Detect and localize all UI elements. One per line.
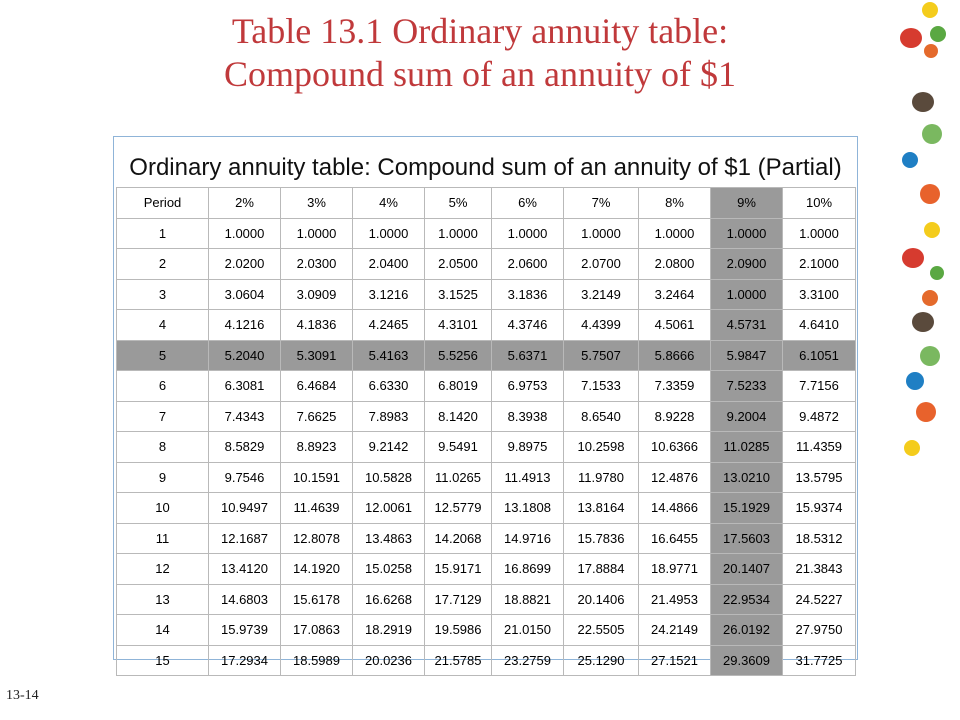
value-cell: 7.8983 — [353, 401, 425, 432]
table-row — [117, 645, 856, 676]
period-cell: 14 — [117, 615, 209, 646]
value-cell: 7.4343 — [209, 401, 281, 432]
header-cell-rate: 7% — [564, 188, 639, 219]
value-cell: 17.8884 — [564, 554, 639, 585]
value-cell: 5.5256 — [425, 340, 492, 371]
value-cell: 11.4359 — [783, 432, 856, 463]
value-cell: 2.0200 — [209, 249, 281, 280]
value-cell: 12.8078 — [281, 523, 353, 554]
header-cell-rate: 10% — [783, 188, 856, 219]
value-cell: 8.5829 — [209, 432, 281, 463]
value-cell: 13.4120 — [209, 554, 281, 585]
value-cell: 23.2759 — [492, 645, 564, 676]
value-cell: 7.5233 — [711, 371, 783, 402]
value-cell: 2.0800 — [639, 249, 711, 280]
value-cell: 4.3101 — [425, 310, 492, 341]
value-cell: 15.7836 — [564, 523, 639, 554]
value-cell: 26.0192 — [711, 615, 783, 646]
value-cell: 15.9739 — [209, 615, 281, 646]
value-cell: 20.0236 — [353, 645, 425, 676]
value-cell: 24.5227 — [783, 584, 856, 615]
marble-icon — [930, 26, 946, 42]
marble-icon — [902, 152, 918, 168]
value-cell: 11.0265 — [425, 462, 492, 493]
period-cell: 4 — [117, 310, 209, 341]
value-cell: 11.4639 — [281, 493, 353, 524]
value-cell: 7.1533 — [564, 371, 639, 402]
value-cell: 21.5785 — [425, 645, 492, 676]
period-cell: 3 — [117, 279, 209, 310]
table-row — [117, 340, 856, 371]
value-cell: 6.1051 — [783, 340, 856, 371]
header-cell-rate: 5% — [425, 188, 492, 219]
value-cell: 9.8975 — [492, 432, 564, 463]
value-cell: 5.4163 — [353, 340, 425, 371]
value-cell: 9.7546 — [209, 462, 281, 493]
value-cell: 2.1000 — [783, 249, 856, 280]
value-cell: 2.0500 — [425, 249, 492, 280]
table-heading: Ordinary annuity table: Compound sum of an annuity of $1 (Partial) — [129, 154, 842, 181]
value-cell: 1.0000 — [711, 279, 783, 310]
value-cell: 6.3081 — [209, 371, 281, 402]
period-cell: 12 — [117, 554, 209, 585]
table-row — [117, 523, 856, 554]
value-cell: 15.6178 — [281, 584, 353, 615]
value-cell: 29.3609 — [711, 645, 783, 676]
value-cell: 7.6625 — [281, 401, 353, 432]
marble-icon — [902, 248, 924, 268]
period-cell: 6 — [117, 371, 209, 402]
value-cell: 16.8699 — [492, 554, 564, 585]
value-cell: 16.6455 — [639, 523, 711, 554]
table-row — [117, 371, 856, 402]
header-cell-rate: 4% — [353, 188, 425, 219]
marble-icon — [906, 372, 924, 390]
value-cell: 13.8164 — [564, 493, 639, 524]
value-cell: 8.8923 — [281, 432, 353, 463]
marble-icon — [900, 28, 922, 48]
header-cell-rate: 3% — [281, 188, 353, 219]
period-cell: 5 — [117, 340, 209, 371]
period-cell: 15 — [117, 645, 209, 676]
value-cell: 18.5989 — [281, 645, 353, 676]
value-cell: 2.0600 — [492, 249, 564, 280]
table-row — [117, 462, 856, 493]
value-cell: 5.2040 — [209, 340, 281, 371]
value-cell: 18.9771 — [639, 554, 711, 585]
value-cell: 24.2149 — [639, 615, 711, 646]
value-cell: 12.1687 — [209, 523, 281, 554]
value-cell: 8.6540 — [564, 401, 639, 432]
value-cell: 13.4863 — [353, 523, 425, 554]
value-cell: 6.9753 — [492, 371, 564, 402]
value-cell: 5.3091 — [281, 340, 353, 371]
value-cell: 2.0400 — [353, 249, 425, 280]
value-cell: 27.1521 — [639, 645, 711, 676]
header-cell-period: Period — [117, 188, 209, 219]
marble-icon — [922, 124, 942, 144]
value-cell: 14.1920 — [281, 554, 353, 585]
value-cell: 20.1406 — [564, 584, 639, 615]
decorative-marbles — [890, 0, 960, 470]
value-cell: 11.0285 — [711, 432, 783, 463]
value-cell: 21.0150 — [492, 615, 564, 646]
value-cell: 6.8019 — [425, 371, 492, 402]
period-cell: 8 — [117, 432, 209, 463]
marble-icon — [924, 44, 938, 58]
value-cell: 10.1591 — [281, 462, 353, 493]
value-cell: 2.0300 — [281, 249, 353, 280]
value-cell: 6.6330 — [353, 371, 425, 402]
value-cell: 3.2149 — [564, 279, 639, 310]
marble-icon — [930, 266, 944, 280]
value-cell: 12.0061 — [353, 493, 425, 524]
value-cell: 3.0909 — [281, 279, 353, 310]
value-cell: 10.2598 — [564, 432, 639, 463]
value-cell: 3.1216 — [353, 279, 425, 310]
header-cell-rate: 8% — [639, 188, 711, 219]
value-cell: 21.3843 — [783, 554, 856, 585]
value-cell: 4.5731 — [711, 310, 783, 341]
value-cell: 27.9750 — [783, 615, 856, 646]
value-cell: 2.0700 — [564, 249, 639, 280]
slide-number: 13-14 — [6, 688, 39, 703]
value-cell: 9.2142 — [353, 432, 425, 463]
marble-icon — [912, 312, 934, 332]
value-cell: 18.2919 — [353, 615, 425, 646]
table-row — [117, 554, 856, 585]
value-cell: 4.4399 — [564, 310, 639, 341]
value-cell: 22.5505 — [564, 615, 639, 646]
slide-title — [150, 10, 810, 96]
value-cell: 22.9534 — [711, 584, 783, 615]
table-row — [117, 432, 856, 463]
value-cell: 8.3938 — [492, 401, 564, 432]
period-cell: 10 — [117, 493, 209, 524]
value-cell: 17.0863 — [281, 615, 353, 646]
marble-icon — [904, 440, 920, 456]
value-cell: 11.9780 — [564, 462, 639, 493]
value-cell: 1.0000 — [209, 218, 281, 249]
value-cell: 4.1836 — [281, 310, 353, 341]
value-cell: 6.4684 — [281, 371, 353, 402]
period-cell: 13 — [117, 584, 209, 615]
value-cell: 15.1929 — [711, 493, 783, 524]
value-cell: 11.4913 — [492, 462, 564, 493]
value-cell: 8.1420 — [425, 401, 492, 432]
value-cell: 3.0604 — [209, 279, 281, 310]
value-cell: 1.0000 — [281, 218, 353, 249]
value-cell: 18.5312 — [783, 523, 856, 554]
value-cell: 17.2934 — [209, 645, 281, 676]
value-cell: 15.9171 — [425, 554, 492, 585]
value-cell: 3.2464 — [639, 279, 711, 310]
slide-title-line-1: Table 13.1 Ordinary annuity table: — [231, 11, 729, 51]
value-cell: 14.4866 — [639, 493, 711, 524]
value-cell: 7.7156 — [783, 371, 856, 402]
value-cell: 14.2068 — [425, 523, 492, 554]
value-cell: 2.0900 — [711, 249, 783, 280]
value-cell: 12.5779 — [425, 493, 492, 524]
table-row — [117, 218, 856, 249]
table-row — [117, 249, 856, 280]
value-cell: 4.1216 — [209, 310, 281, 341]
period-cell: 11 — [117, 523, 209, 554]
table-row — [117, 401, 856, 432]
value-cell: 1.0000 — [639, 218, 711, 249]
value-cell: 3.1836 — [492, 279, 564, 310]
value-cell: 5.8666 — [639, 340, 711, 371]
period-cell: 7 — [117, 401, 209, 432]
value-cell: 21.4953 — [639, 584, 711, 615]
value-cell: 9.2004 — [711, 401, 783, 432]
marble-icon — [922, 290, 938, 306]
value-cell: 17.7129 — [425, 584, 492, 615]
marble-icon — [916, 402, 936, 422]
value-cell: 18.8821 — [492, 584, 564, 615]
value-cell: 5.7507 — [564, 340, 639, 371]
value-cell: 15.0258 — [353, 554, 425, 585]
value-cell: 20.1407 — [711, 554, 783, 585]
table-row — [117, 584, 856, 615]
value-cell: 13.1808 — [492, 493, 564, 524]
marble-icon — [912, 92, 934, 112]
value-cell: 1.0000 — [492, 218, 564, 249]
marble-icon — [922, 2, 938, 18]
table-row — [117, 279, 856, 310]
value-cell: 1.0000 — [564, 218, 639, 249]
value-cell: 10.9497 — [209, 493, 281, 524]
header-cell-rate: 9% — [711, 188, 783, 219]
value-cell: 3.1525 — [425, 279, 492, 310]
value-cell: 9.4872 — [783, 401, 856, 432]
value-cell: 10.6366 — [639, 432, 711, 463]
value-cell: 1.0000 — [783, 218, 856, 249]
annuity-table — [116, 187, 856, 676]
value-cell: 19.5986 — [425, 615, 492, 646]
value-cell: 16.6268 — [353, 584, 425, 615]
value-cell: 17.5603 — [711, 523, 783, 554]
slide-title-line-2: Compound sum of an annuity of $1 — [224, 54, 736, 94]
value-cell: 12.4876 — [639, 462, 711, 493]
table-row — [117, 310, 856, 341]
value-cell: 1.0000 — [711, 218, 783, 249]
marble-icon — [924, 222, 940, 238]
value-cell: 5.6371 — [492, 340, 564, 371]
value-cell: 25.1290 — [564, 645, 639, 676]
value-cell: 31.7725 — [783, 645, 856, 676]
header-cell-rate: 2% — [209, 188, 281, 219]
value-cell: 14.6803 — [209, 584, 281, 615]
value-cell: 4.2465 — [353, 310, 425, 341]
value-cell: 9.5491 — [425, 432, 492, 463]
value-cell: 10.5828 — [353, 462, 425, 493]
table-row — [117, 493, 856, 524]
period-cell: 9 — [117, 462, 209, 493]
value-cell: 3.3100 — [783, 279, 856, 310]
table-row — [117, 615, 856, 646]
table-header-row — [117, 188, 856, 219]
value-cell: 4.5061 — [639, 310, 711, 341]
value-cell: 13.0210 — [711, 462, 783, 493]
annuity-table-frame — [113, 136, 858, 668]
period-cell: 2 — [117, 249, 209, 280]
header-cell-rate: 6% — [492, 188, 564, 219]
value-cell: 1.0000 — [425, 218, 492, 249]
marble-icon — [920, 346, 940, 366]
value-cell: 1.0000 — [353, 218, 425, 249]
value-cell: 5.9847 — [711, 340, 783, 371]
value-cell: 7.3359 — [639, 371, 711, 402]
value-cell: 14.9716 — [492, 523, 564, 554]
value-cell: 15.9374 — [783, 493, 856, 524]
value-cell: 4.3746 — [492, 310, 564, 341]
value-cell: 13.5795 — [783, 462, 856, 493]
period-cell: 1 — [117, 218, 209, 249]
marble-icon — [920, 184, 940, 204]
value-cell: 8.9228 — [639, 401, 711, 432]
value-cell: 4.6410 — [783, 310, 856, 341]
